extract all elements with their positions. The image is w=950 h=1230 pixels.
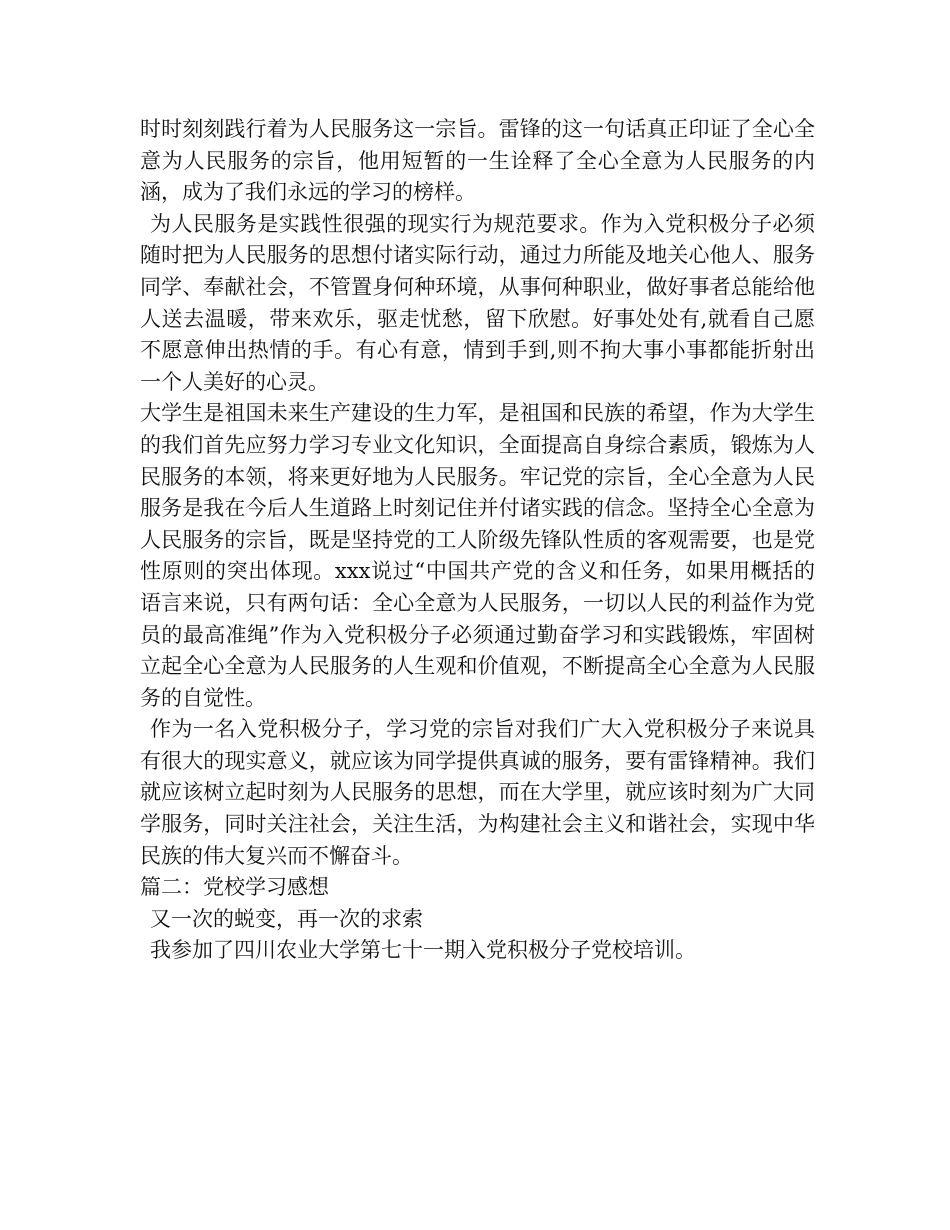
paragraph-3: 大学生是祖国未来生产建设的生力军，是祖国和民族的希望，作为大学生的我们首先应努力学习专业文化知识，全面提高自身综合素质，锻炼为人民服务的本领，将来更好地为人民服务。牢记党的宗旨，全心全意为人民服务是我在今后人生道路上时刻记住并付诸实践的信念。坚持全心全意为人民服务的宗旨，既是坚持党的工人阶级先锋队性质的客观需要，也是党性原则的突出体现。xxx说过“中国共产党的含义和任务，如果用概括的语言来说，只有两句话：全心全意为人民服务，一切以人民的利益作为党员的最高准绳”作为入党积极分子必须通过勤奋学习和实践锻炼，牢固树立起全心全意为人民服务的人生观和价值观，不断提高全心全意为人民服务的自觉性。 <box>140 401 815 710</box>
section-heading: 篇二：党校学习感想 <box>140 875 329 900</box>
paragraph-1: 时时刻刻践行着为人民服务这一宗旨。雷锋的这一句话真正印证了全心全意为人民服务的宗旨，他用短暂的一生诠释了全心全意为人民服务的内涵，成为了我们永远的学习的榜样。 <box>140 117 815 205</box>
paragraph-2: 为人民服务是实践性很强的现实行为规范要求。作为入党积极分子必须随时把为人民服务的思想付诸实际行动，通过力所能及地关心他人、服务同学、奉献社会，不管置身何种环境，从事何种职业，做好事者总能给他人送去温暖，带来欢乐，驱走忧愁，留下欣慰。好事处处有,就看自己愿不愿意伸出热情的手。有心有意，情到手到,则不拘大事小事都能折射出一个人美好的心灵。 <box>140 211 815 394</box>
paragraph-4: 作为一名入党积极分子，学习党的宗旨对我们广大入党积极分子来说具有很大的现实意义，就应该为同学提供真诚的服务，要有雷锋精神。我们就应该树立起时刻为人民服务的思想，而在大学里，就应该时刻为广大同学服务，同时关注社会，关注生活，为构建社会主义和谐社会，实现中华民族的伟大复兴而不懈奋斗。 <box>140 717 815 868</box>
paragraph-5: 我参加了四川农业大学第七十一期入党积极分子党校培训。 <box>150 938 696 963</box>
document-page <box>140 114 815 967</box>
section-subtitle: 又一次的蜕变，再一次的求索 <box>150 906 423 931</box>
